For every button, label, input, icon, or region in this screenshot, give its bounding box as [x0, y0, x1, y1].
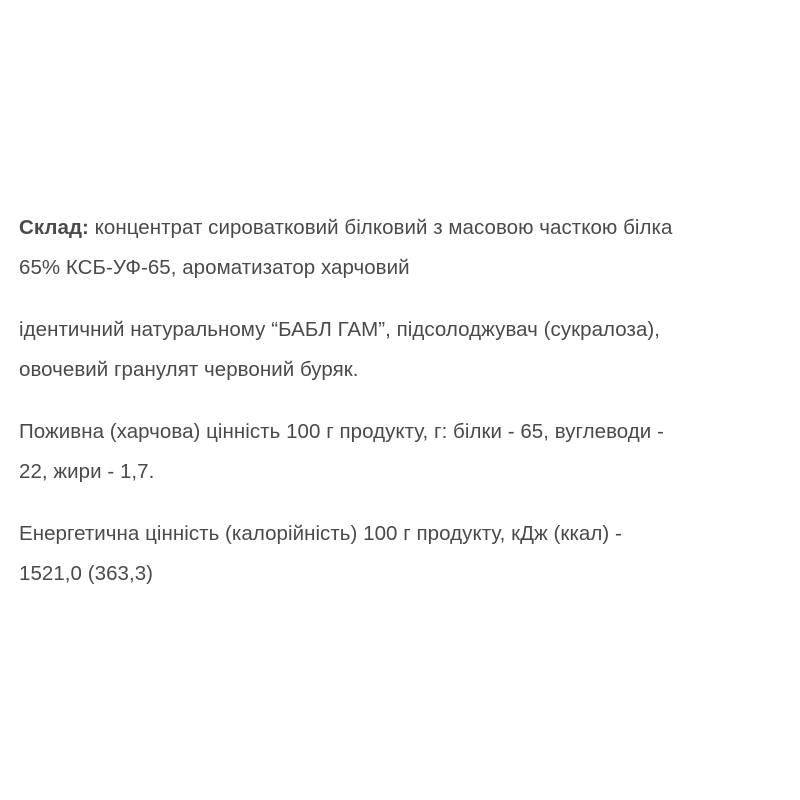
- flavor-paragraph: [19, 310, 789, 390]
- composition-label: Склад:: [19, 216, 89, 239]
- energy-line-2: 1521,0 (363,3): [19, 562, 154, 585]
- flavor-line-2: овочевий гранулят червоний буряк.: [19, 358, 359, 381]
- flavor-line-1: ідентичний натуральному “БАБЛ ГАМ”, підсолоджувач (сукралоза),: [19, 318, 661, 341]
- composition-paragraph: [19, 208, 789, 288]
- nutrition-line-1: Поживна (харчова) цінність 100 г продукту, г: білки - 65, вуглеводи -: [19, 420, 664, 443]
- composition-line-2: 65% КСБ-УФ-65, ароматизатор харчовий: [19, 256, 410, 279]
- product-description: [19, 208, 789, 614]
- energy-line-1: Енергетична цінність (калорійність) 100 г продукту, кДж (ккал) -: [19, 522, 622, 545]
- nutrition-paragraph: [19, 412, 789, 492]
- nutrition-line-2: 22, жири - 1,7.: [19, 460, 155, 483]
- composition-line-1: [19, 208, 789, 248]
- composition-text: концентрат сироватковий білковий з масовою часткою білка: [88, 216, 673, 239]
- energy-paragraph: [19, 514, 789, 594]
